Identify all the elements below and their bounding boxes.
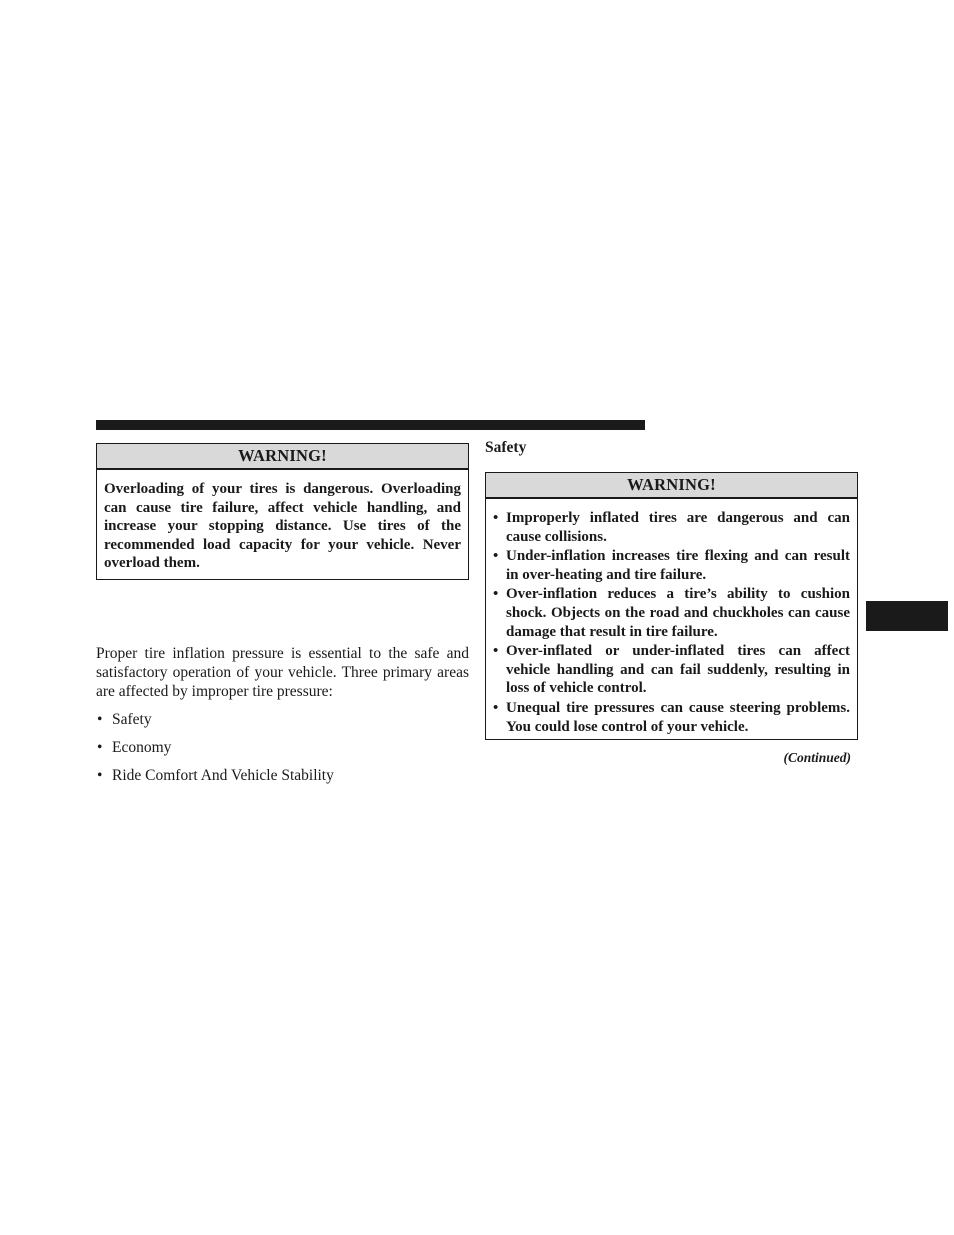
section-heading-safety: Safety xyxy=(485,439,527,456)
warning-text: Overloading of your tires is dangerous. Overloading can cause tire failure, affect vehicle handling, and increase your stopping distance. Use tires of the recommended load capacity for your vehicle. Never overload them. xyxy=(104,481,461,572)
list-item-text: Over-inflation reduces a tire’s ability to cushion shock. Objects on the road and chuckholes can cause damage that result in tire failure. xyxy=(506,586,850,640)
warning-box-overloading xyxy=(96,443,469,580)
continued-note: (Continued) xyxy=(783,750,851,765)
list-item-text: Unequal tire pressures can cause steering problems. You could lose control of your vehicle. xyxy=(506,699,850,735)
list-item xyxy=(493,585,850,641)
list-item-text: Under-inflation increases tire flexing and can result in over-heating and tire failure. xyxy=(506,548,850,583)
list-item xyxy=(96,710,469,738)
list-item-text: Over-inflated or under-inflated tires can affect vehicle handling and can fail suddenly, resulting in loss of vehicle control. xyxy=(506,643,850,697)
list-item-text: Improperly inflated tires are dangerous and can cause collisions. xyxy=(506,510,850,545)
warning-text xyxy=(486,499,857,736)
list-item xyxy=(493,642,850,698)
list-item xyxy=(493,509,850,546)
bullet-icon: • xyxy=(493,643,499,660)
bullet-icon: • xyxy=(97,711,103,728)
bullet-icon: • xyxy=(493,586,499,603)
list-item-text: Ride Comfort And Vehicle Stability xyxy=(112,767,334,784)
list-item xyxy=(493,547,850,584)
chapter-tab xyxy=(866,601,948,631)
list-item xyxy=(96,766,469,794)
warning-bullet-list xyxy=(493,509,850,736)
list-item xyxy=(493,699,850,736)
warning-box-inflation xyxy=(485,472,858,740)
list-item xyxy=(96,738,469,766)
top-rule xyxy=(96,420,645,430)
warning-title: WARNING! xyxy=(97,444,468,470)
affected-areas-list xyxy=(96,710,469,794)
bullet-icon: • xyxy=(97,739,103,756)
bullet-icon: • xyxy=(493,510,499,526)
bullet-icon: • xyxy=(493,699,499,716)
list-item-text: Economy xyxy=(112,739,172,756)
warning-title: WARNING! xyxy=(486,473,857,499)
list-item-text: Safety xyxy=(112,711,152,728)
bullet-icon: • xyxy=(493,548,499,565)
bullet-icon: • xyxy=(97,767,103,784)
intro-paragraph: Proper tire inflation pressure is essential to the safe and satisfactory operation of your vehicle. Three primary areas are affected by improper tire pressure: xyxy=(96,645,469,700)
